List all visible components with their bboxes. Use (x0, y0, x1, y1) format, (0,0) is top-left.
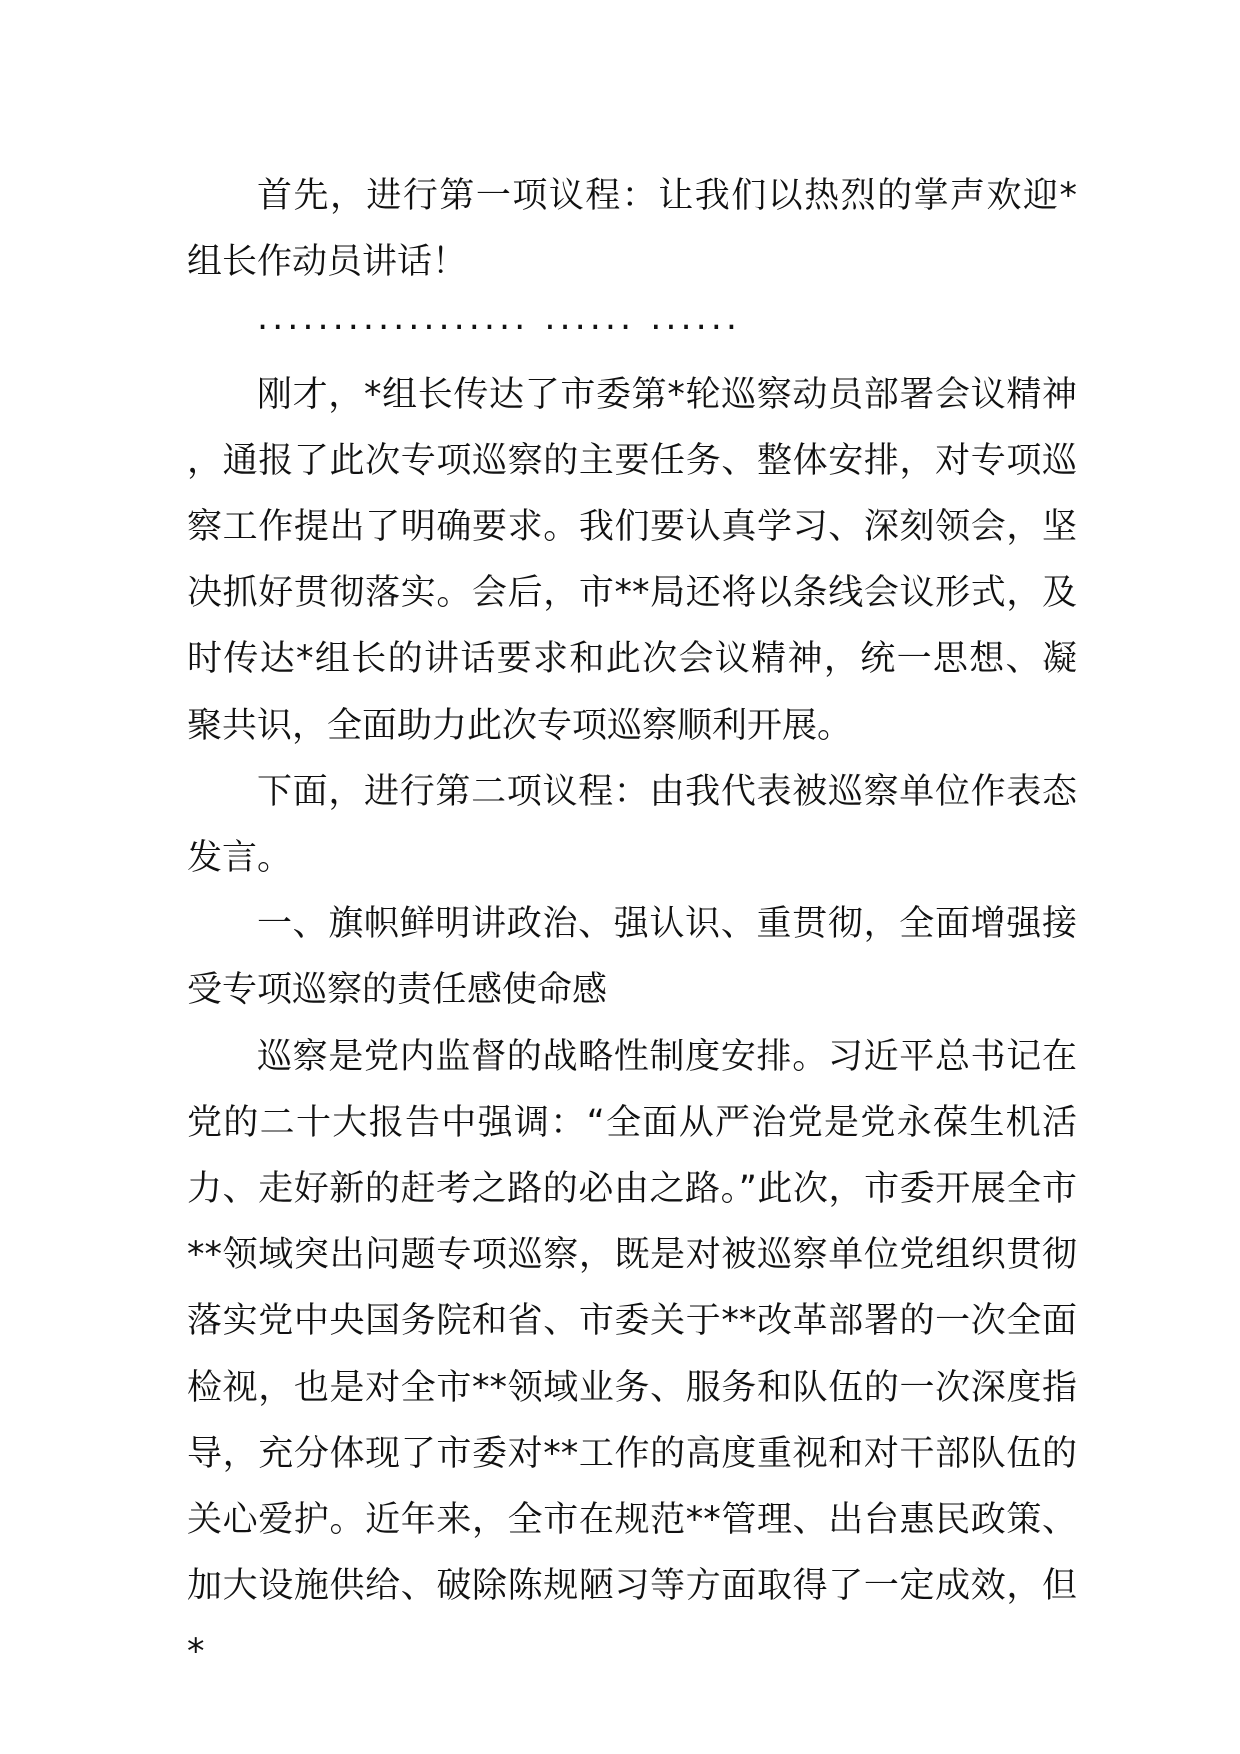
paragraph-agenda-one: 首先，进行第一项议程：让我们以热烈的掌声欢迎*组长作动员讲话！ (187, 176, 1077, 283)
section-heading-one: 一、旗帜鲜明讲政治、强认识、重贯彻，全面增强接受专项巡察的责任感使命感 (187, 904, 1077, 1011)
paragraph-summary: 刚才，*组长传达了市委第*轮巡察动员部署会议精神，通报了此次专项巡察的主要任务、整体安排，对专项巡察工作提出了明确要求。我们要认真学习、深刻领会，坚决抓好贯彻落实。会后，市**局还将以条线会议形式，及时传达*组长的讲话要求和此次会议精神，统一思想、凝聚共识，全面助力此次专项巡察顺利开展。 (187, 374, 1077, 746)
paragraph-body: 巡察是党内监督的战略性制度安排。习近平总书记在党的二十大报告中强调：“全面从严治党是党永葆生机活力、走好新的赶考之路的必由之路。”此次，市委开展全市**领域突出问题专项巡察，既是对被巡察单位党组织贯彻落实党中央国务院和省、市委关于**改革部署的一次全面检视，也是对全市**领域业务、服务和队伍的一次深度指导，充分体现了市委对**工作的高度重视和对干部队伍的关心爱护。近年来，全市在规范**管理、出台惠民政策、加大设施供给、破除陈规陋习等方面取得了一定成效，但* (187, 1036, 1077, 1673)
ellipsis-separator: ·················· ······ ······ (257, 308, 742, 349)
document-body (187, 163, 1077, 1686)
paragraph-agenda-two: 下面，进行第二项议程：由我代表被巡察单位作表态发言。 (187, 771, 1077, 879)
